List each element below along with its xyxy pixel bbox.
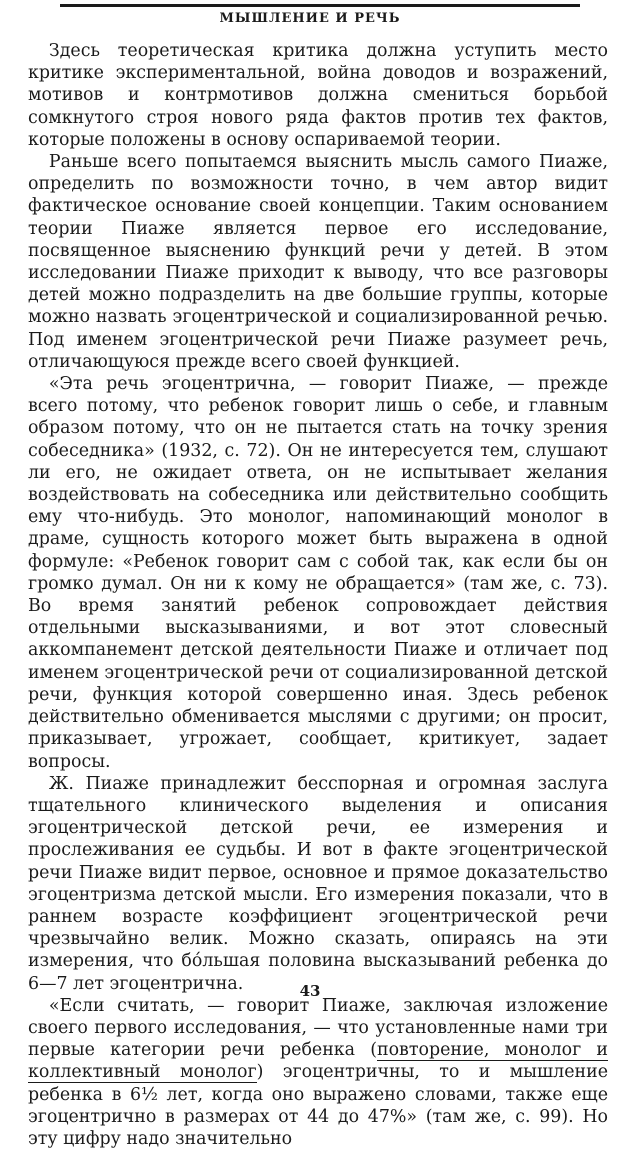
paragraph-4: Ж. Пиаже принадлежит бесспорная и огромная заслуга тщательного клинического выделения и описания эгоцентрической детской речи, ее измерения и прослеживания ее судьбы. И вот в факте эгоцентрической речи Пиаже видит первое, основное и прямое доказательство эгоцентризма детской мысли. Его измерения показали, что в раннем возрасте коэффициент эгоцентрической речи чрезвычайно велик. Можно сказать, опираясь на эти измерения, что бо́льшая половина высказываний ребенка до 6—7 лет эгоцентрична. — [28, 773, 608, 994]
paragraph-5-end: ) эгоцентричны, то и мышление ребенка в 6½ лет, когда оно выражено словами, также еще эгоцентрично в размерах от 44 до 47%» (там же, с. 99). Но эту цифру надо значительно — [28, 1062, 608, 1149]
paragraph-2: Раньше всего попытаемся выяснить мысль самого Пиаже, определить по возможности точно, в чем автор видит фактическое основание своей концепции. Таким основанием теории Пиаже является первое его исследование, посвященное выяснению функций речи у детей. В этом исследовании Пиаже приходит к выводу, что все разговоры детей можно подразделить на две большие группы, которые можно назвать эгоцентрической и социализированной речью. Под именем эгоцентрической речи Пиаже разумеет речь, отличающуюся прежде всего своей функцией. — [28, 152, 608, 372]
header-rule — [60, 4, 580, 7]
handwritten-underline-phrase: повторение, монолог и коллективный монолог — [28, 1040, 608, 1083]
running-head: МЫШЛЕНИЕ И РЕЧЬ — [219, 11, 401, 26]
paragraph-5 — [28, 995, 608, 1150]
paragraph-3: «Эта речь эгоцентрична, — говорит Пиаже, — прежде всего потому, что ребенок говорит лишь о себе, и главным образом потому, что он не пытается стать на точку зрения собеседника» (1932, с. 72). Он не интересуется тем, слушают ли его, не ожидает ответа, он не испытывает желания воздействовать на собеседника или действительно сообщить ему что-нибудь. Это монолог, напоминающий монолог в драме, сущность которого может быть выражена в одной формуле: «Ребенок говорит сам с собой так, как если бы он громко думал. Он ни к кому не обращается» (там же, с. 73). Во время занятий ребенок сопровождает действия отдельными высказываниями, и вот этот словесный аккомпанемент детской деятельности Пиаже и отличает под именем эгоцентрической речи от социализированной детской речи, функция которой совершенно иная. Здесь ребенок действительно обменивается мыслями с другими; он просит, приказывает, угрожает, сообщает, критикует, задает вопросы. — [28, 374, 608, 772]
paragraph-5-start: «Если считать, — говорит Пиаже, заключая изложение своего первого исследования, — что установленные нами три первые категории речи ребенка ( — [28, 995, 608, 1061]
paragraph-1: Здесь теоретическая критика должна уступить место критике экспериментальной, война доводов и возражений, мотивов и контрмотивов должна смениться борьбой сомкнутого строя нового ряда фактов против тех фактов, которые положены в основу оспариваемой теории. — [28, 41, 608, 150]
page-number: 43 — [299, 982, 321, 1000]
